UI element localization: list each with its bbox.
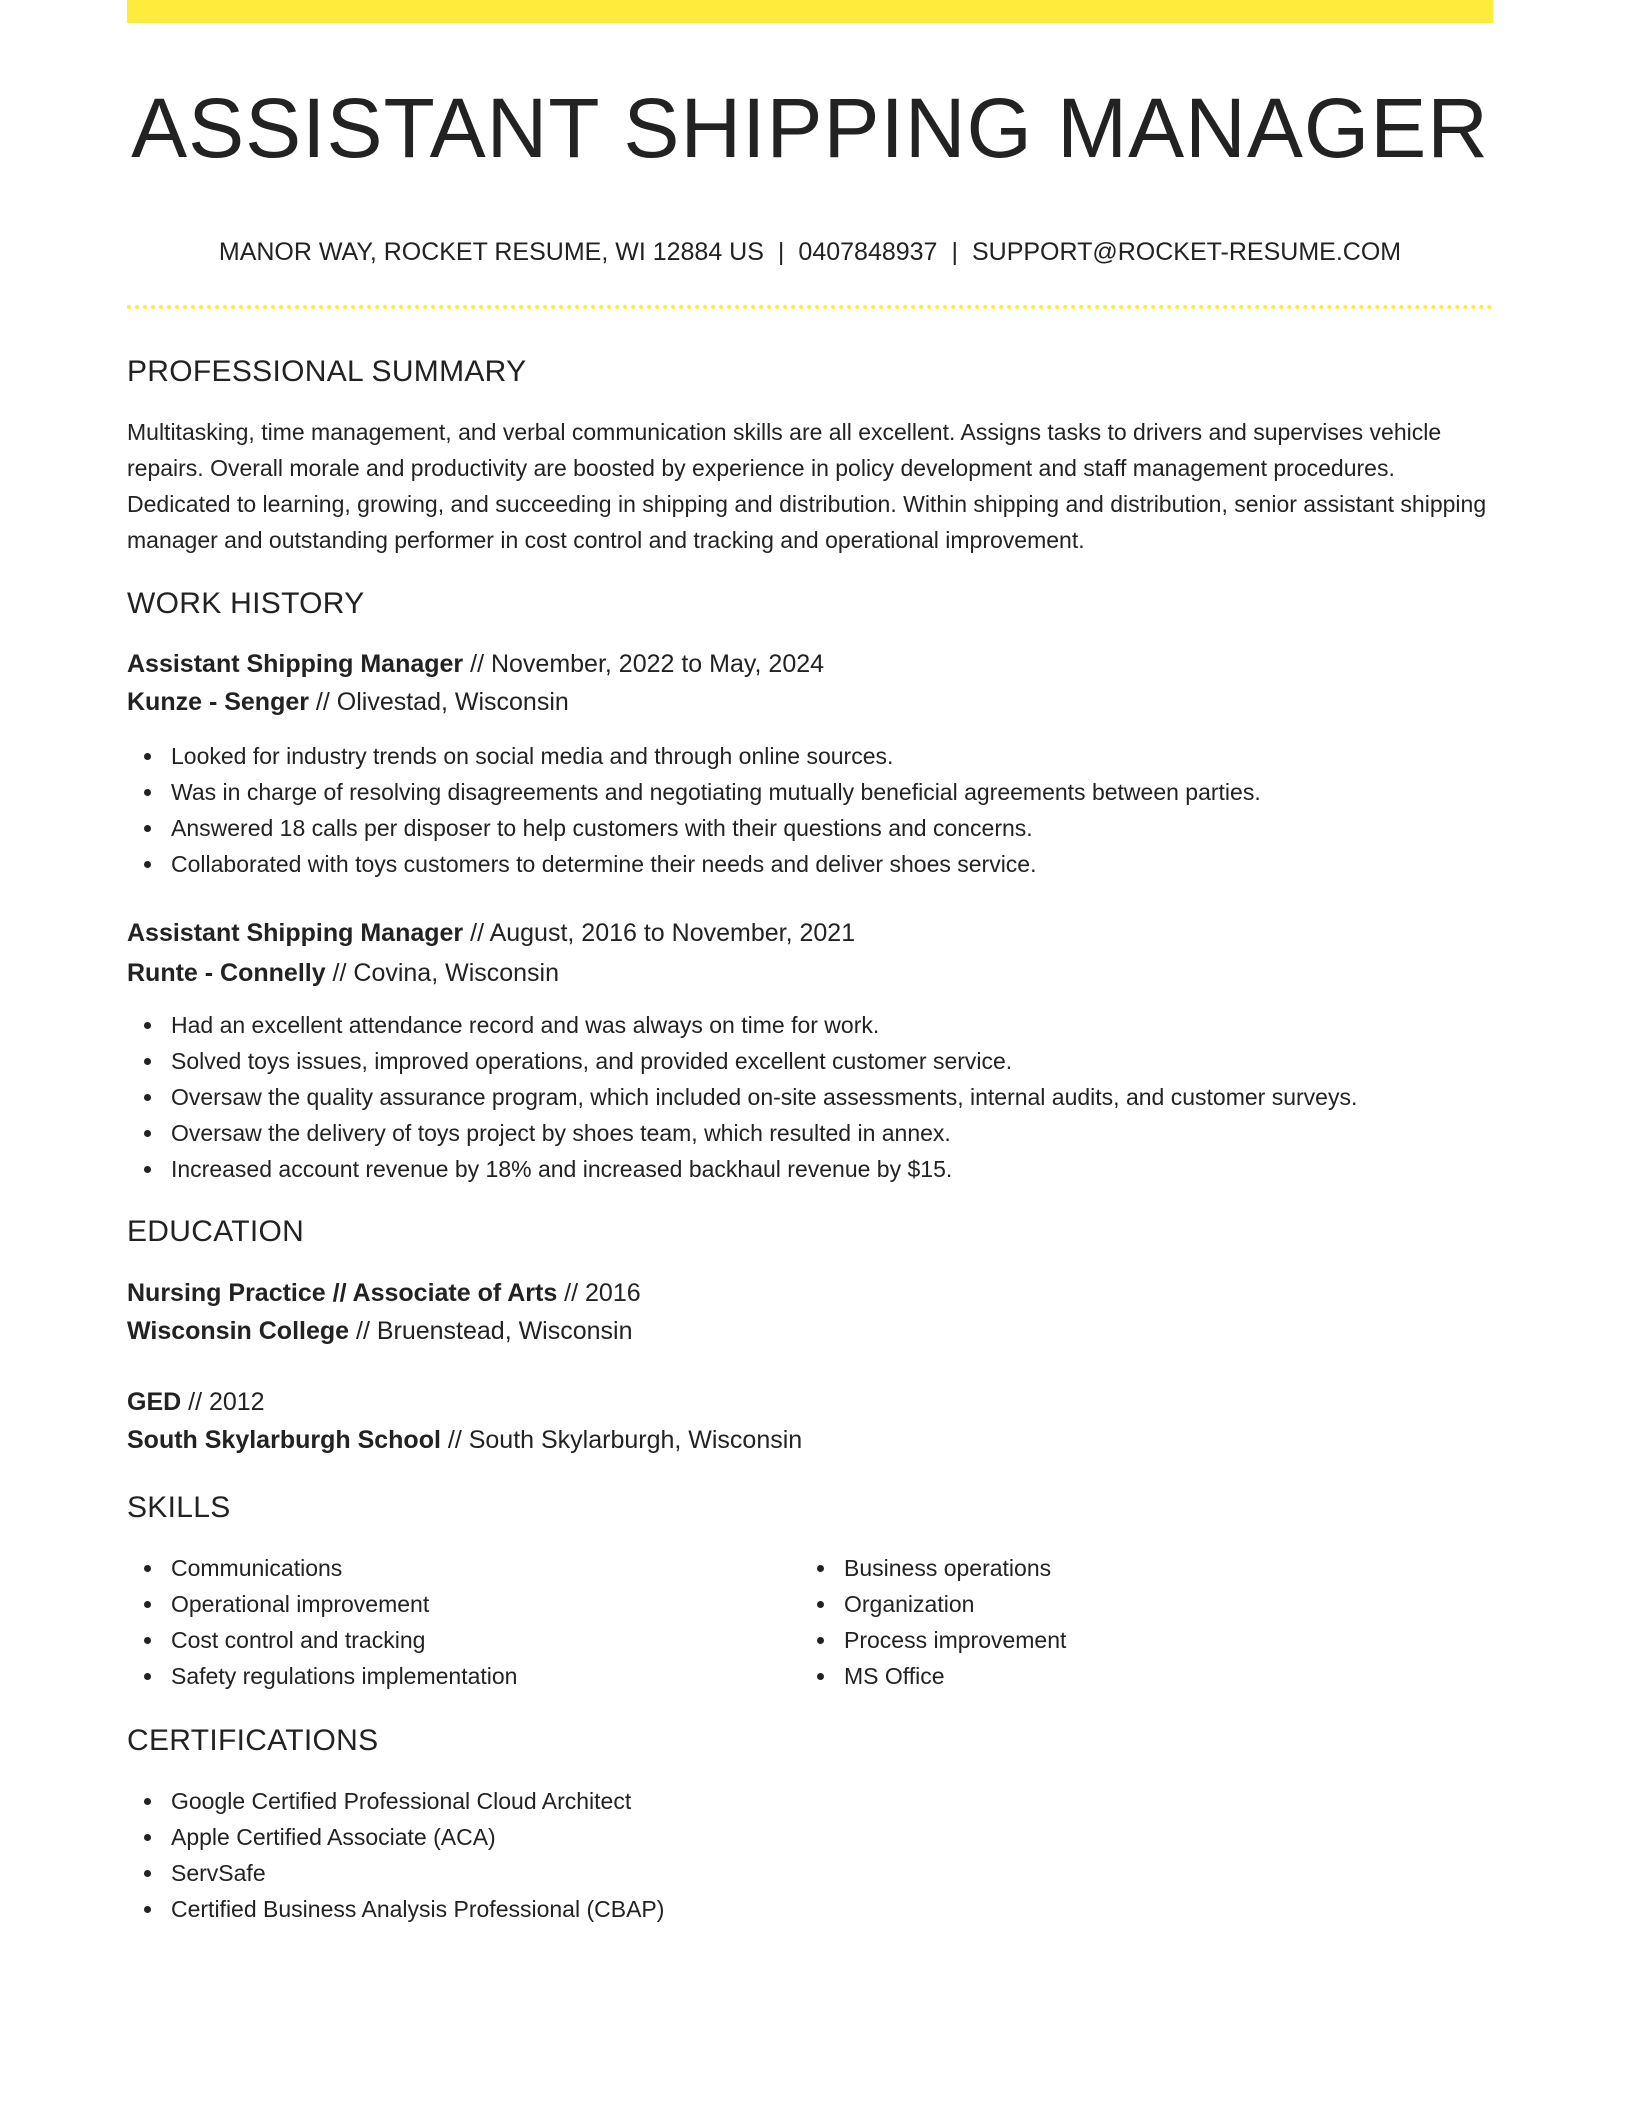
list-item xyxy=(127,1819,664,1855)
list-item xyxy=(127,1550,517,1586)
section-title-certifications: CERTIFICATIONS xyxy=(127,1724,379,1757)
list-item xyxy=(800,1658,1066,1694)
list-item-text: Was in charge of resolving disagreements and negotiating mutually beneficial agreements between parties. xyxy=(171,779,1261,805)
contact-phone: 0407848937 xyxy=(798,238,938,266)
bullet-icon xyxy=(144,1601,151,1608)
skills-list-left xyxy=(127,1550,517,1694)
bullet-icon xyxy=(144,825,151,832)
list-item-text: Looked for industry trends on social media and through online sources. xyxy=(171,743,894,769)
skill-text: Safety regulations implementation xyxy=(171,1663,518,1689)
job-company: Runte - Connelly xyxy=(127,959,326,987)
education-school: South Skylarburgh School xyxy=(127,1426,441,1454)
header-divider xyxy=(127,305,1493,309)
skill-text: Business operations xyxy=(844,1555,1052,1581)
list-item-text: Had an excellent attendance record and was always on time for work. xyxy=(171,1012,880,1038)
skill-text: Communications xyxy=(171,1555,343,1581)
job-title-line xyxy=(127,646,824,682)
resume-name: ASSISTANT SHIPPING MANAGER xyxy=(131,81,1489,175)
bullet-icon xyxy=(144,861,151,868)
education-school: Wisconsin College xyxy=(127,1317,350,1345)
skill-text: Cost control and tracking xyxy=(171,1627,426,1653)
bullet-icon xyxy=(144,1166,151,1173)
certification-text: Google Certified Professional Cloud Architect xyxy=(171,1788,632,1814)
bullet-icon xyxy=(144,1565,151,1572)
education-degree: GED xyxy=(127,1388,182,1416)
skill-text: MS Office xyxy=(844,1663,945,1689)
list-item xyxy=(800,1622,1066,1658)
bullet-icon xyxy=(817,1673,824,1680)
list-item-text: Solved toys issues, improved operations, and provided excellent customer service. xyxy=(171,1048,1013,1074)
bullet-icon xyxy=(144,1906,151,1913)
section-title-skills: SKILLS xyxy=(127,1491,231,1524)
bullet-icon xyxy=(144,1673,151,1680)
bullet-icon xyxy=(144,1834,151,1841)
contact-separator: | xyxy=(951,238,958,266)
certification-text: ServSafe xyxy=(171,1860,266,1886)
list-item xyxy=(800,1550,1066,1586)
list-item xyxy=(127,810,1261,846)
contact-email: SUPPORT@ROCKET-RESUME.COM xyxy=(971,238,1402,266)
education-location: // South Skylarburgh, Wisconsin xyxy=(440,1426,803,1454)
section-title-work-history: WORK HISTORY xyxy=(127,587,365,620)
education-school-line xyxy=(127,1422,802,1458)
job-company-line xyxy=(127,684,569,720)
job-bullet-list xyxy=(127,1007,1357,1187)
list-item xyxy=(800,1586,1066,1622)
job-company-line xyxy=(127,955,559,991)
summary-text: Multitasking, time management, and verbal communication skills are all excellent. Assigns tasks to drivers and supervises vehicle repairs. Overall morale and productivity are boosted by experience in policy development and staff management procedures. Dedicated to learning, growing, and succeeding in shipping and distribution. Within shipping and distribution, senior assistant shipping manager and outstanding performer in cost control and tracking and operational improvement. xyxy=(127,419,1487,553)
bullet-icon xyxy=(817,1565,824,1572)
top-accent-bar xyxy=(127,0,1493,23)
list-item xyxy=(127,1783,664,1819)
job-dates: // August, 2016 to November, 2021 xyxy=(463,919,856,947)
list-item xyxy=(127,1115,1357,1151)
list-item xyxy=(127,846,1261,882)
bullet-icon xyxy=(817,1601,824,1608)
list-item xyxy=(127,1658,517,1694)
contact-address: MANOR WAY, ROCKET RESUME, WI 12884 US xyxy=(218,238,764,266)
education-degree-line xyxy=(127,1275,641,1311)
list-item-text: Increased account revenue by 18% and increased backhaul revenue by $15. xyxy=(171,1156,953,1182)
list-item xyxy=(127,1007,1357,1043)
certifications-list xyxy=(127,1783,664,1927)
certification-text: Apple Certified Associate (ACA) xyxy=(171,1824,496,1850)
education-school-line xyxy=(127,1313,633,1349)
bullet-icon xyxy=(144,1022,151,1029)
bullet-icon xyxy=(817,1637,824,1644)
bullet-icon xyxy=(144,1094,151,1101)
skill-text: Organization xyxy=(844,1591,975,1617)
list-item xyxy=(127,1586,517,1622)
education-degree: Nursing Practice // Associate of Arts xyxy=(127,1279,558,1307)
contact-separator: | xyxy=(777,238,785,266)
list-item-text: Answered 18 calls per disposer to help customers with their questions and concerns. xyxy=(171,815,1033,841)
list-item xyxy=(127,1151,1357,1187)
bullet-icon xyxy=(144,753,151,760)
list-item xyxy=(127,1855,664,1891)
education-degree-line xyxy=(127,1384,265,1420)
contact-line xyxy=(127,236,1493,268)
job-location: // Covina, Wisconsin xyxy=(325,959,560,987)
bullet-icon xyxy=(144,789,151,796)
section-title-summary: PROFESSIONAL SUMMARY xyxy=(127,355,527,388)
list-item xyxy=(127,774,1261,810)
education-year: // 2016 xyxy=(557,1279,641,1307)
job-role: Assistant Shipping Manager xyxy=(127,919,464,947)
list-item xyxy=(127,1622,517,1658)
job-dates: // November, 2022 to May, 2024 xyxy=(463,650,825,678)
education-year: // 2012 xyxy=(181,1388,265,1416)
skill-text: Process improvement xyxy=(844,1627,1067,1653)
list-item xyxy=(127,1079,1357,1115)
list-item-text: Collaborated with toys customers to determine their needs and deliver shoes service. xyxy=(171,851,1037,877)
list-item xyxy=(127,738,1261,774)
list-item xyxy=(127,1043,1357,1079)
bullet-icon xyxy=(144,1058,151,1065)
education-location: // Bruenstead, Wisconsin xyxy=(349,1317,633,1345)
bullet-icon xyxy=(144,1870,151,1877)
skills-list-right xyxy=(800,1550,1066,1694)
certification-text: Certified Business Analysis Professional (CBAP) xyxy=(171,1896,665,1922)
bullet-icon xyxy=(144,1798,151,1805)
list-item-text: Oversaw the delivery of toys project by shoes team, which resulted in annex. xyxy=(171,1120,951,1146)
job-title-line xyxy=(127,915,855,951)
job-bullet-list xyxy=(127,738,1261,882)
job-role: Assistant Shipping Manager xyxy=(127,650,464,678)
bullet-icon xyxy=(144,1130,151,1137)
job-location: // Olivestad, Wisconsin xyxy=(308,688,569,716)
list-item-text: Oversaw the quality assurance program, which included on-site assessments, internal audits, and customer surveys. xyxy=(171,1084,1358,1110)
section-title-education: EDUCATION xyxy=(127,1215,305,1248)
list-item xyxy=(127,1891,664,1927)
skill-text: Operational improvement xyxy=(171,1591,430,1617)
bullet-icon xyxy=(144,1637,151,1644)
job-company: Kunze - Senger xyxy=(127,688,309,716)
